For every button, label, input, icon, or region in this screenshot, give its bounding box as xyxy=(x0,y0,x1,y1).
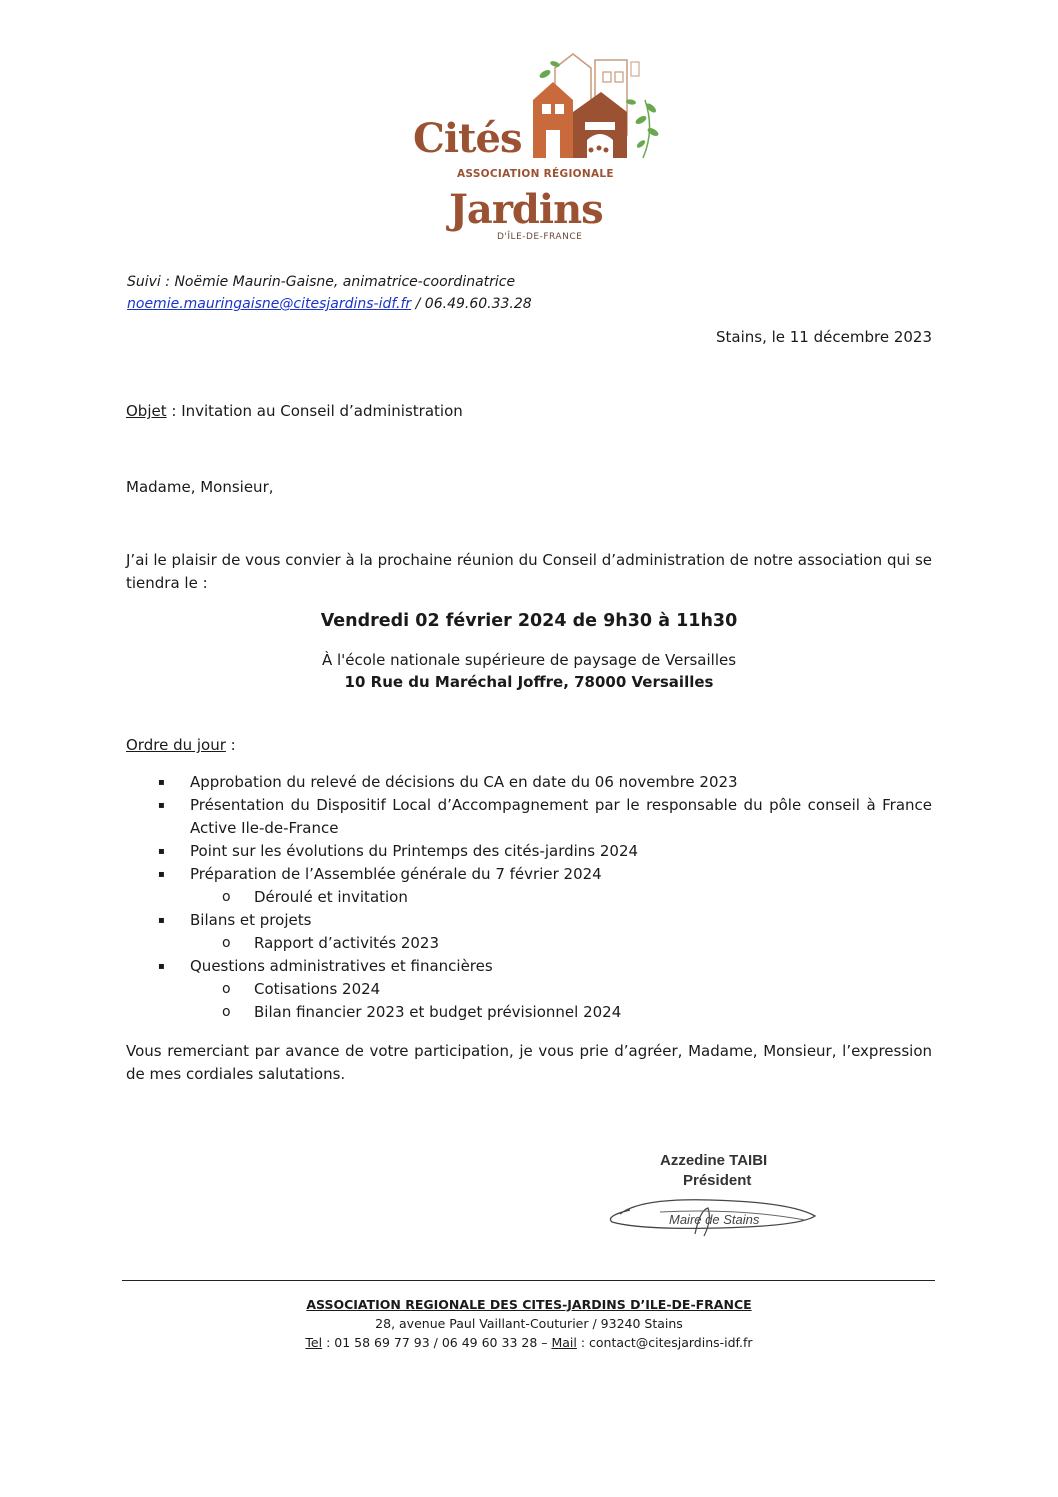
meeting-date-time: Vendredi 02 février 2024 de 9h30 à 11h30 xyxy=(320,611,738,631)
follow-up-line: Suivi : Noëmie Maurin-Gaisne, animatrice-coordinatrice xyxy=(127,274,516,290)
signature-stamp-text: Maire de Stains xyxy=(669,1212,760,1227)
agenda-item-text: Présentation du Dispositif Local d’Accompagnement par le responsable du pôle conseil à France Active Ile-de-France xyxy=(190,796,932,837)
logo-subtitle: ASSOCIATION RÉGIONALE xyxy=(457,168,614,180)
agenda-heading-suffix: : xyxy=(225,736,236,754)
salutation: Madame, Monsieur, xyxy=(126,478,274,496)
meeting-place: À l'école nationale supérieure de paysage de Versailles xyxy=(321,651,737,669)
agenda-heading xyxy=(126,736,236,754)
intro-paragraph: J’ai le plaisir de vous convier à la prochaine réunion du Conseil d’administration de notre association qui se tiendra le : xyxy=(126,551,932,592)
agenda-item-text: Approbation du relevé de décisions du CA en date du 06 novembre 2023 xyxy=(190,773,738,791)
agenda-item-text: Bilans et projets xyxy=(190,911,312,929)
agenda-subitem xyxy=(126,978,932,1001)
letter-subject xyxy=(126,402,463,420)
agenda-subitem xyxy=(126,932,932,955)
association-logo xyxy=(405,40,675,255)
agenda-item-text: Préparation de l’Assemblée générale du 7 février 2024 xyxy=(190,865,602,883)
agenda-item xyxy=(126,863,932,886)
agenda-subitem xyxy=(126,1001,932,1024)
subject-text: : Invitation au Conseil d’administration xyxy=(166,402,463,420)
circle-bullet-icon: o xyxy=(222,1004,231,1020)
circle-bullet-icon: o xyxy=(222,889,231,905)
agenda-item xyxy=(126,909,932,932)
agenda-item xyxy=(126,955,932,978)
agenda-item xyxy=(126,771,932,794)
logo-word-jardins: Jardins xyxy=(449,186,603,233)
agenda-subitem-text: Cotisations 2024 xyxy=(254,980,381,998)
square-bullet-icon: ▪ xyxy=(158,777,165,788)
logo-word-cites: Cités xyxy=(413,115,522,162)
square-bullet-icon: ▪ xyxy=(158,869,165,880)
circle-bullet-icon: o xyxy=(222,935,231,951)
footer-mail: : contact@citesjardins-idf.fr xyxy=(576,1335,753,1350)
signatory-name: Azzedine TAIBI xyxy=(660,1152,768,1169)
agenda-item-text: Questions administratives et financières xyxy=(190,957,493,975)
agenda-item xyxy=(126,840,932,863)
footer-contact xyxy=(0,1333,1058,1352)
agenda-heading-label: Ordre du jour xyxy=(126,736,226,754)
agenda-item xyxy=(126,794,932,840)
footer-org-name: ASSOCIATION REGIONALE DES CITES-JARDINS D’ILE-DE-FRANCE xyxy=(306,1297,752,1312)
footer xyxy=(0,1295,1058,1352)
subject-label: Objet xyxy=(126,402,167,420)
square-bullet-icon: ▪ xyxy=(158,915,165,926)
agenda-subitem-text: Déroulé et invitation xyxy=(254,888,408,906)
signatory-role: Président xyxy=(683,1172,752,1189)
agenda-subitem-text: Bilan financier 2023 et budget prévisionnel 2024 xyxy=(254,1003,622,1021)
contact-email-link[interactable]: noemie.mauringaisne@citesjardins-idf.fr xyxy=(127,296,412,312)
agenda-list xyxy=(126,771,932,1024)
follow-up-contact xyxy=(127,271,532,315)
square-bullet-icon: ▪ xyxy=(158,800,165,811)
letter-date: Stains, le 11 décembre 2023 xyxy=(715,328,932,346)
footer-address: 28, avenue Paul Vaillant-Couturier / 93240 Stains xyxy=(375,1316,683,1331)
agenda-subitem xyxy=(126,886,932,909)
logo-region: D'ÎLE-DE-FRANCE xyxy=(497,232,583,242)
agenda-subitem-text: Rapport d’activités 2023 xyxy=(254,934,440,952)
circle-bullet-icon: o xyxy=(222,981,231,997)
agenda-item-text: Point sur les évolutions du Printemps des cités-jardins 2024 xyxy=(190,842,639,860)
footer-tel: : 01 58 69 77 93 / 06 49 60 33 28 – xyxy=(322,1335,552,1350)
footer-mail-label: Mail xyxy=(551,1335,577,1350)
footer-tel-label: Tel xyxy=(305,1335,323,1350)
square-bullet-icon: ▪ xyxy=(158,961,165,972)
square-bullet-icon: ▪ xyxy=(158,846,165,857)
follow-up-contact-line xyxy=(127,293,532,315)
contact-phone: / 06.49.60.33.28 xyxy=(411,296,532,312)
footer-divider xyxy=(122,1280,935,1281)
meeting-address: 10 Rue du Maréchal Joffre, 78000 Versailles xyxy=(344,673,714,691)
closing-paragraph: Vous remerciant par avance de votre participation, je vous prie d’agréer, Madame, Monsieur, l’expression de mes cordiales salutations. xyxy=(126,1042,932,1083)
